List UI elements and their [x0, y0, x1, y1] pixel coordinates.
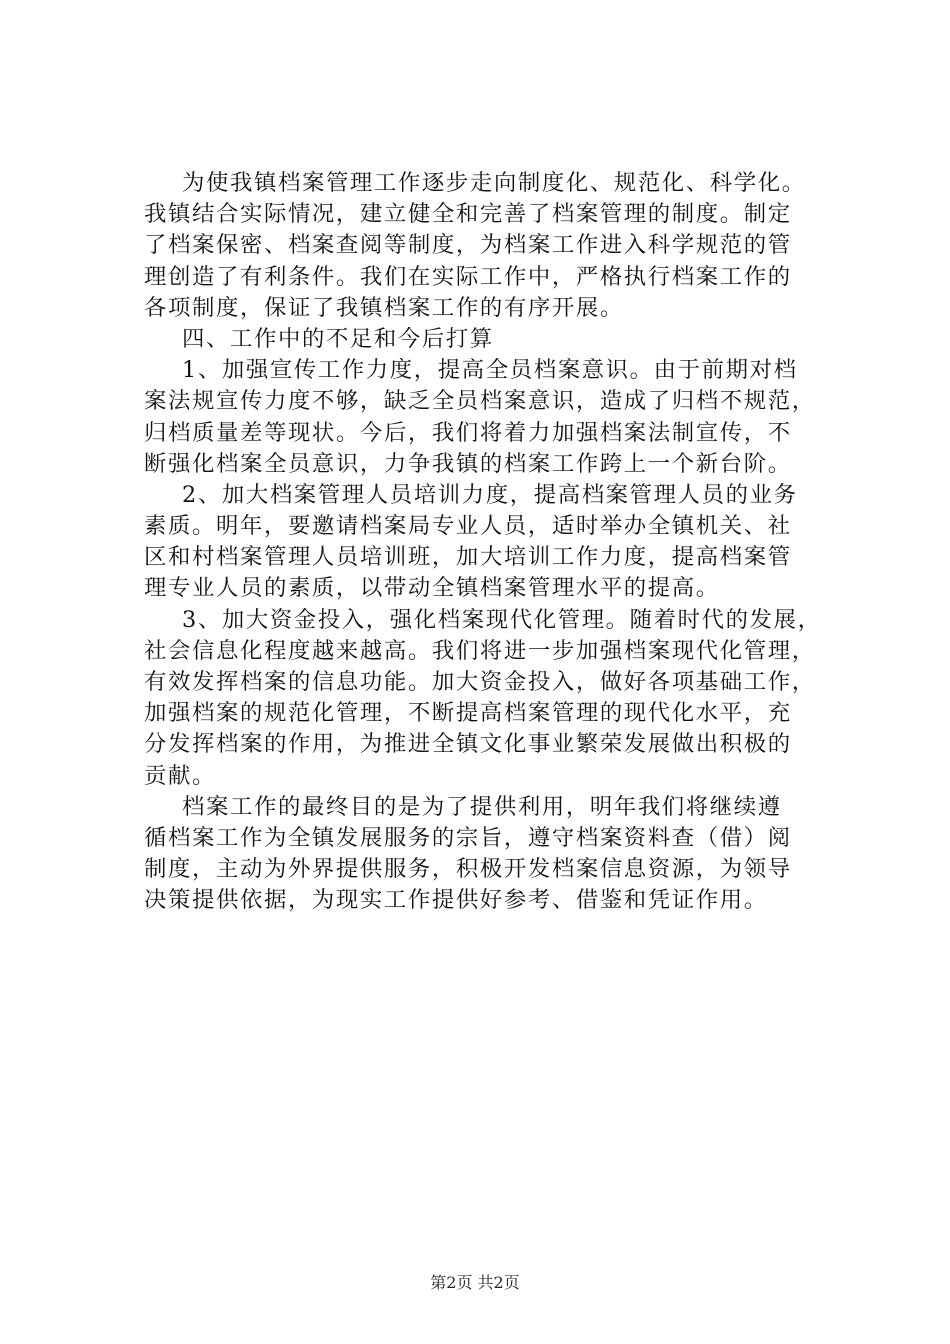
text-line: 理创造了有利条件。我们在实际工作中，严格执行档案工作的	[144, 263, 792, 290]
page-footer: 第2页 共2页	[430, 1273, 520, 1292]
text-line: 案法规宣传力度不够，缺乏全员档案意识，造成了归档不规范，	[144, 388, 816, 415]
text-line: 区和村档案管理人员培训班，加大培训工作力度，提高档案管	[144, 544, 792, 571]
text-line: 有效发挥档案的信息功能。加大资金投入，做好各项基础工作，	[144, 669, 816, 695]
text-line: 档案工作的最终目的是为了提供利用，明年我们将继续遵	[182, 793, 782, 820]
text-line: 了档案保密、档案查阅等制度，为档案工作进入科学规范的管	[144, 232, 792, 259]
text-line: 素质。明年，要邀请档案局专业人员，适时举办全镇机关、社	[144, 513, 792, 540]
text-line: 为使我镇档案管理工作逐步走向制度化、规范化、科学化。	[182, 170, 806, 196]
text-line: 2、加大档案管理人员培训力度，提高档案管理人员的业务	[182, 481, 798, 508]
text-line: 贡献。	[144, 762, 216, 789]
text-line: 决策提供依据，为现实工作提供好参考、借鉴和凭证作用。	[144, 887, 768, 914]
text-line: 我镇结合实际情况，建立健全和完善了档案管理的制度。制定	[144, 201, 792, 228]
text-line: 制度，主动为外界提供服务，积极开发档案信息资源，为领导	[144, 856, 792, 883]
text-line: 社会信息化程度越来越高。我们将进一步加强档案现代化管理，	[144, 637, 816, 664]
document-body	[144, 168, 824, 917]
text-line: 分发挥档案的作用，为推进全镇文化事业繁荣发展做出积极的	[144, 731, 792, 758]
text-line: 各项制度，保证了我镇档案工作的有序开展。	[144, 294, 624, 321]
text-line: 1、加强宣传工作力度，提高全员档案意识。由于前期对档	[182, 357, 798, 384]
text-line: 循档案工作为全镇发展服务的宗旨，遵守档案资料查（借）阅	[144, 824, 792, 851]
text-line: 理专业人员的素质，以带动全镇档案管理水平的提高。	[144, 575, 720, 602]
section-heading: 四、工作中的不足和今后打算	[182, 325, 494, 352]
text-line: 加强档案的规范化管理，不断提高档案管理的现代化水平，充	[144, 700, 792, 727]
text-line: 3、加大资金投入，强化档案现代化管理。随着时代的发展，	[182, 606, 822, 633]
text-line: 归档质量差等现状。今后，我们将着力加强档案法制宣传，不	[144, 419, 792, 446]
text-line: 断强化档案全员意识，力争我镇的档案工作跨上一个新台阶。	[144, 450, 792, 477]
